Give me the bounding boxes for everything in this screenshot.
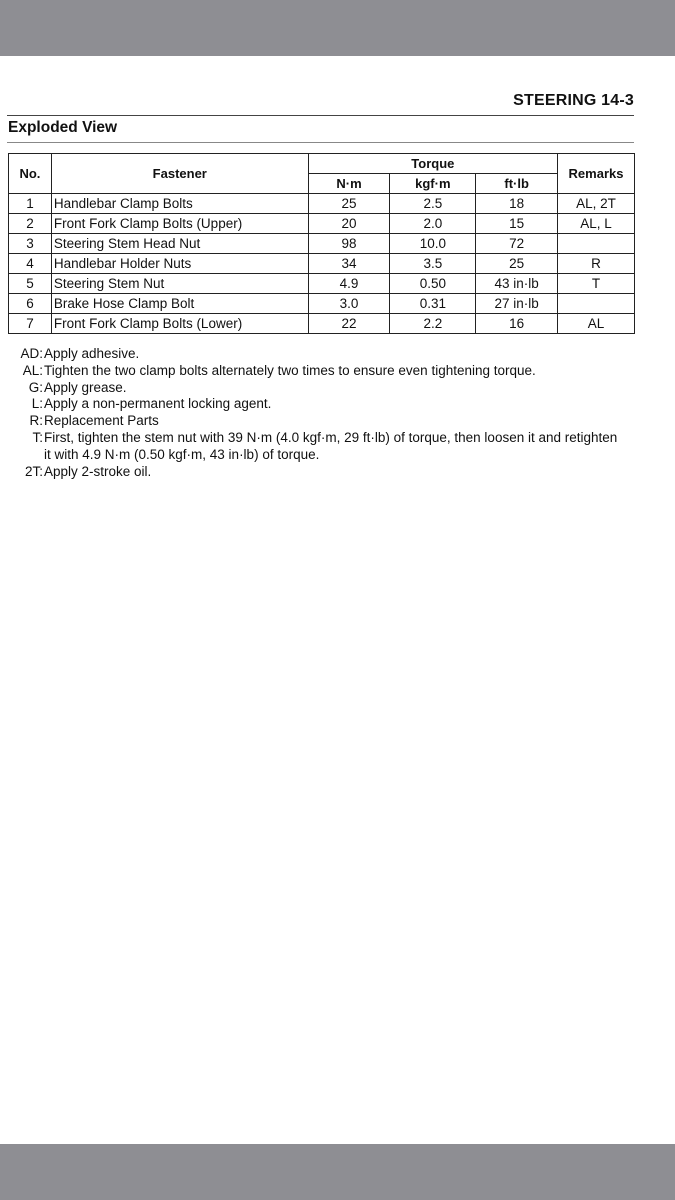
header-ftlb: ft·lb [476,174,558,194]
header-fastener: Fastener [51,154,308,194]
cell-no: 3 [9,234,52,254]
cell-kgfm: 0.31 [390,294,476,314]
cell-no: 4 [9,254,52,274]
cell-remarks: AL, L [558,214,635,234]
table-row [9,314,635,334]
note-text: First, tighten the stem nut with 39 N·m (4.0 kgf·m, 29 ft·lb) of torque, then loosen it and retighten [44,429,618,445]
bottom-toolbar [0,1144,675,1200]
cell-remarks: R [558,254,635,274]
notes-list [8,346,638,480]
cell-ftlb: 16 [476,314,558,334]
header-torque: Torque [308,154,557,174]
cell-nm: 25 [308,194,390,214]
table-header-row [9,154,635,174]
cell-remarks: AL [558,314,635,334]
cell-fastener: Handlebar Holder Nuts [51,254,308,274]
note-item [8,380,638,397]
header-nm: N·m [308,174,390,194]
cell-nm: 20 [308,214,390,234]
note-code: G: [28,379,43,395]
cell-nm: 22 [308,314,390,334]
table-row [9,274,635,294]
cell-kgfm: 2.0 [390,214,476,234]
note-code: AD: [20,346,43,361]
note-text: Apply adhesive. [44,346,140,361]
cell-ftlb: 27 in·lb [476,294,558,314]
header-remarks: Remarks [558,154,635,194]
note-item [8,363,638,380]
note-text: Apply 2-stroke oil. [44,463,152,479]
cell-ftlb: 72 [476,234,558,254]
cell-fastener: Brake Hose Clamp Bolt [51,294,308,314]
cell-no: 1 [9,194,52,214]
title-divider [7,142,634,143]
cell-nm: 34 [308,254,390,274]
cell-fastener: Steering Stem Head Nut [51,234,308,254]
table-row [9,234,635,254]
note-code: L: [31,396,43,412]
note-code: AL: [22,362,43,378]
header-divider [7,115,634,116]
cell-remarks: T [558,274,635,294]
note-code: 2T: [24,463,43,479]
note-text-block [43,430,617,464]
cell-no: 2 [9,214,52,234]
cell-fastener: Front Fork Clamp Bolts (Lower) [51,314,308,334]
cell-nm: 4.9 [308,274,390,294]
cell-remarks: AL, 2T [558,194,635,214]
cell-kgfm: 2.5 [390,194,476,214]
table-row [9,194,635,214]
cell-ftlb: 18 [476,194,558,214]
note-text: Apply grease. [44,379,127,395]
cell-nm: 98 [308,234,390,254]
cell-ftlb: 15 [476,214,558,234]
cell-no: 6 [9,294,52,314]
note-item [8,396,638,413]
page-header: STEERING 14-3 [513,92,634,109]
cell-remarks [558,234,635,254]
cell-nm: 3.0 [308,294,390,314]
note-item [8,464,638,481]
table-row [9,214,635,234]
note-item [8,413,638,430]
cell-ftlb: 43 in·lb [476,274,558,294]
cell-no: 7 [9,314,52,334]
note-code: R: [29,413,43,429]
cell-kgfm: 2.2 [390,314,476,334]
note-item [8,346,638,363]
cell-fastener: Front Fork Clamp Bolts (Upper) [51,214,308,234]
cell-fastener: Handlebar Clamp Bolts [51,194,308,214]
header-kgfm: kgf·m [390,174,476,194]
note-text: Tighten the two clamp bolts alternately two times to ensure even tightening torque. [44,362,536,378]
table-row [9,294,635,314]
top-toolbar [0,0,675,56]
note-text: Apply a non-permanent locking agent. [44,396,272,412]
torque-table [8,153,635,334]
cell-remarks [558,294,635,314]
cell-kgfm: 10.0 [390,234,476,254]
cell-no: 5 [9,274,52,294]
section-title: Exploded View [8,119,118,136]
note-text: Replacement Parts [44,413,159,429]
cell-kgfm: 3.5 [390,254,476,274]
table-row [9,254,635,274]
header-no: No. [9,154,52,194]
cell-fastener: Steering Stem Nut [51,274,308,294]
cell-kgfm: 0.50 [390,274,476,294]
note-code: T: [32,429,43,445]
note-text-continued: it with 4.9 N·m (0.50 kgf·m, 43 in·lb) of torque. [44,446,320,462]
note-item [8,430,638,464]
cell-ftlb: 25 [476,254,558,274]
